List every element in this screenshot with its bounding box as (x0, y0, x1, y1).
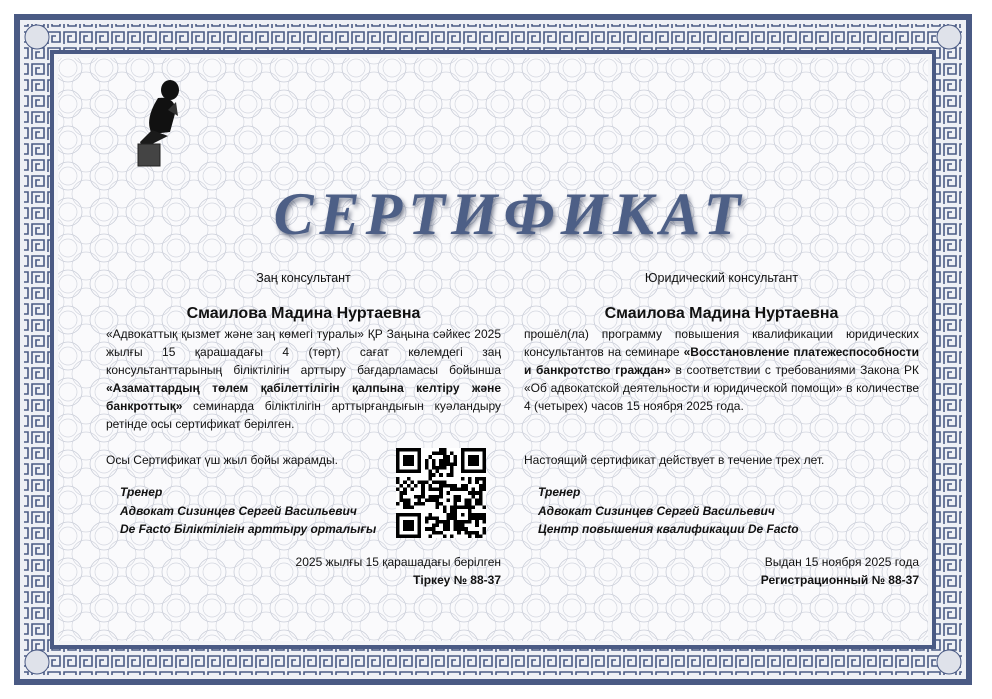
thinker-figure-icon (130, 80, 190, 170)
validity-note: Настоящий сертификат действует в течение трех лет. (524, 453, 825, 467)
body-text: «Адвокаттық қызмет және заң көмегі туралы» ҚР Заңына сәйкес 2025 жылғы 15 қарашадағы 4 (төрт) сағат көлемдегі заң консультанттарының біліктілігін арттыру бағдарламасы бойынша (106, 327, 501, 377)
certificate-paper (14, 14, 972, 685)
certificate-title: СЕРТИФИКАТ (273, 181, 747, 247)
body-text-end: семинарда біліктілігін арттырғандығын куәландыру ретінде осы сертификат берілген. (106, 399, 501, 431)
role-label: Юридический консультант (644, 271, 799, 285)
trainer-name: Адвокат Сизинцев Сергей Васильевич (120, 503, 357, 518)
certificate-body (524, 325, 919, 415)
recipient-name: Смаилова Мадина Нуртаевна (604, 305, 839, 322)
issue-date: 2025 жылғы 15 қарашадағы берілген (295, 554, 501, 569)
registration-number: Регистрационный № 88-37 (760, 572, 919, 587)
russian-column (524, 269, 919, 589)
certificate-body (106, 325, 501, 433)
role-label: Заң консультант (256, 271, 351, 285)
recipient-name: Смаилова Мадина Нуртаевна (186, 305, 421, 322)
kazakh-column (106, 269, 501, 589)
trainer-org: De Facto Біліктілігін арттыру орталығы (120, 522, 377, 536)
trainer-label: Тренер (538, 485, 581, 499)
trainer-name: Адвокат Сизинцев Сергей Васильевич (538, 503, 775, 518)
registration-number: Тіркеу № 88-37 (413, 572, 501, 587)
trainer-label: Тренер (120, 485, 163, 499)
issue-date: Выдан 15 ноября 2025 года (764, 554, 919, 569)
qr-code-icon (396, 448, 486, 538)
trainer-org: Центр повышения квалификации De Facto (538, 522, 799, 536)
course-name: «Азаматтардың төлем қабілеттілігін қалпына келтіру және банкроттық» (106, 381, 501, 413)
validity-note: Осы Сертификат үш жыл бойы жарамды. (106, 453, 338, 467)
certificate-content (106, 84, 920, 644)
body-text-end: в соответствии с требованиями Закона РК «Об адвокатской деятельности и юридической помощи» в количестве 4 (четырех) часов 15 ноября 2025 года. (524, 363, 919, 413)
body-text: прошёл(ла) программу повышения квалификации юридических консультантов на семинаре (524, 327, 919, 359)
trainer-block (524, 483, 919, 539)
course-name: «Восстановление платежеспособности и банкротство граждан» (524, 345, 920, 377)
